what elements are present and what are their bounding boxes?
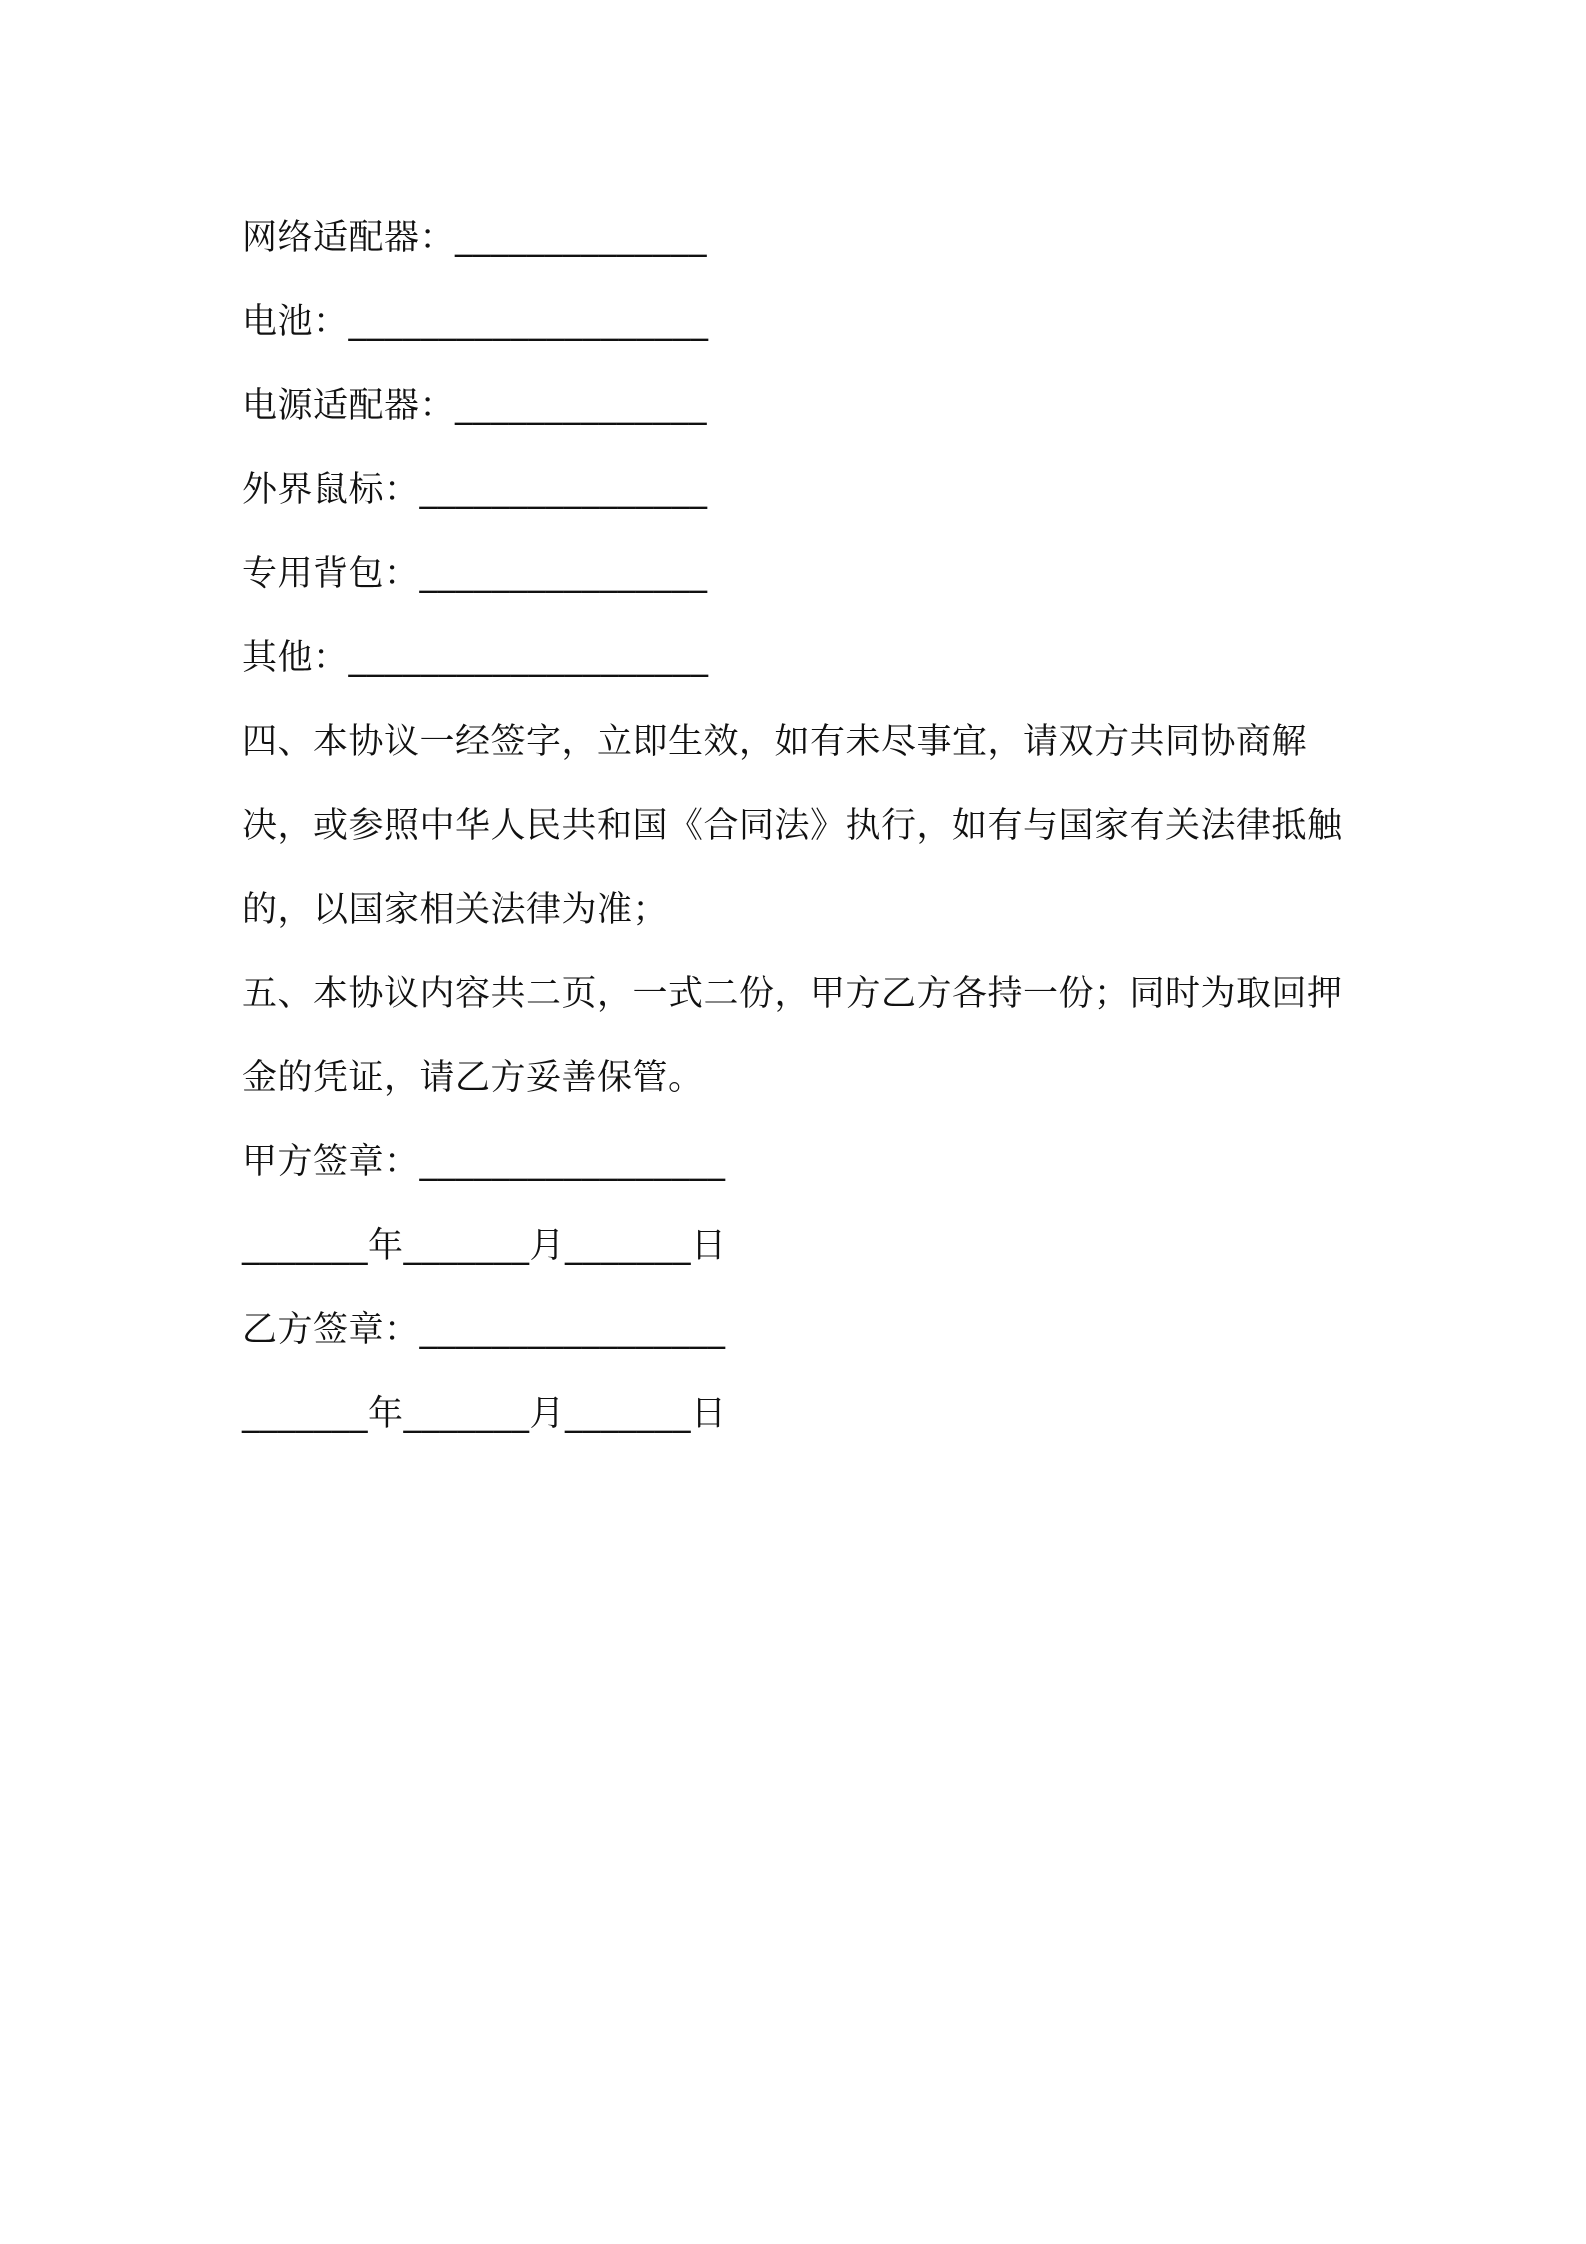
- clause-5-paragraph: 五、本协议内容共二页，一式二份，甲方乙方各持一份；同时为取回押金的凭证，请乙方妥善保管。: [242, 974, 1343, 1098]
- other-line: 其他：____________________: [242, 638, 709, 678]
- party-b-seal-line: 乙方签章：_________________: [242, 1310, 726, 1350]
- party-a-date-line: _______年_______月_______日: [242, 1226, 727, 1266]
- dedicated-bag-line: 专用背包：________________: [242, 554, 708, 594]
- battery-line: 电池：____________________: [242, 302, 709, 342]
- power-adapter-line: 电源适配器：______________: [242, 386, 708, 426]
- external-mouse-line: 外界鼠标：________________: [242, 470, 708, 510]
- clause-4-paragraph: 四、本协议一经签字，立即生效，如有未尽事宜，请双方共同协商解决，或参照中华人民共和国《合同法》执行，如有与国家有关法律抵触的，以国家相关法律为准；: [242, 722, 1343, 930]
- document-page: [242, 196, 1362, 1456]
- network-adapter-line: 网络适配器：______________: [242, 218, 708, 258]
- party-a-seal-line: 甲方签章：_________________: [242, 1142, 726, 1182]
- party-b-date-line: _______年_______月_______日: [242, 1394, 727, 1434]
